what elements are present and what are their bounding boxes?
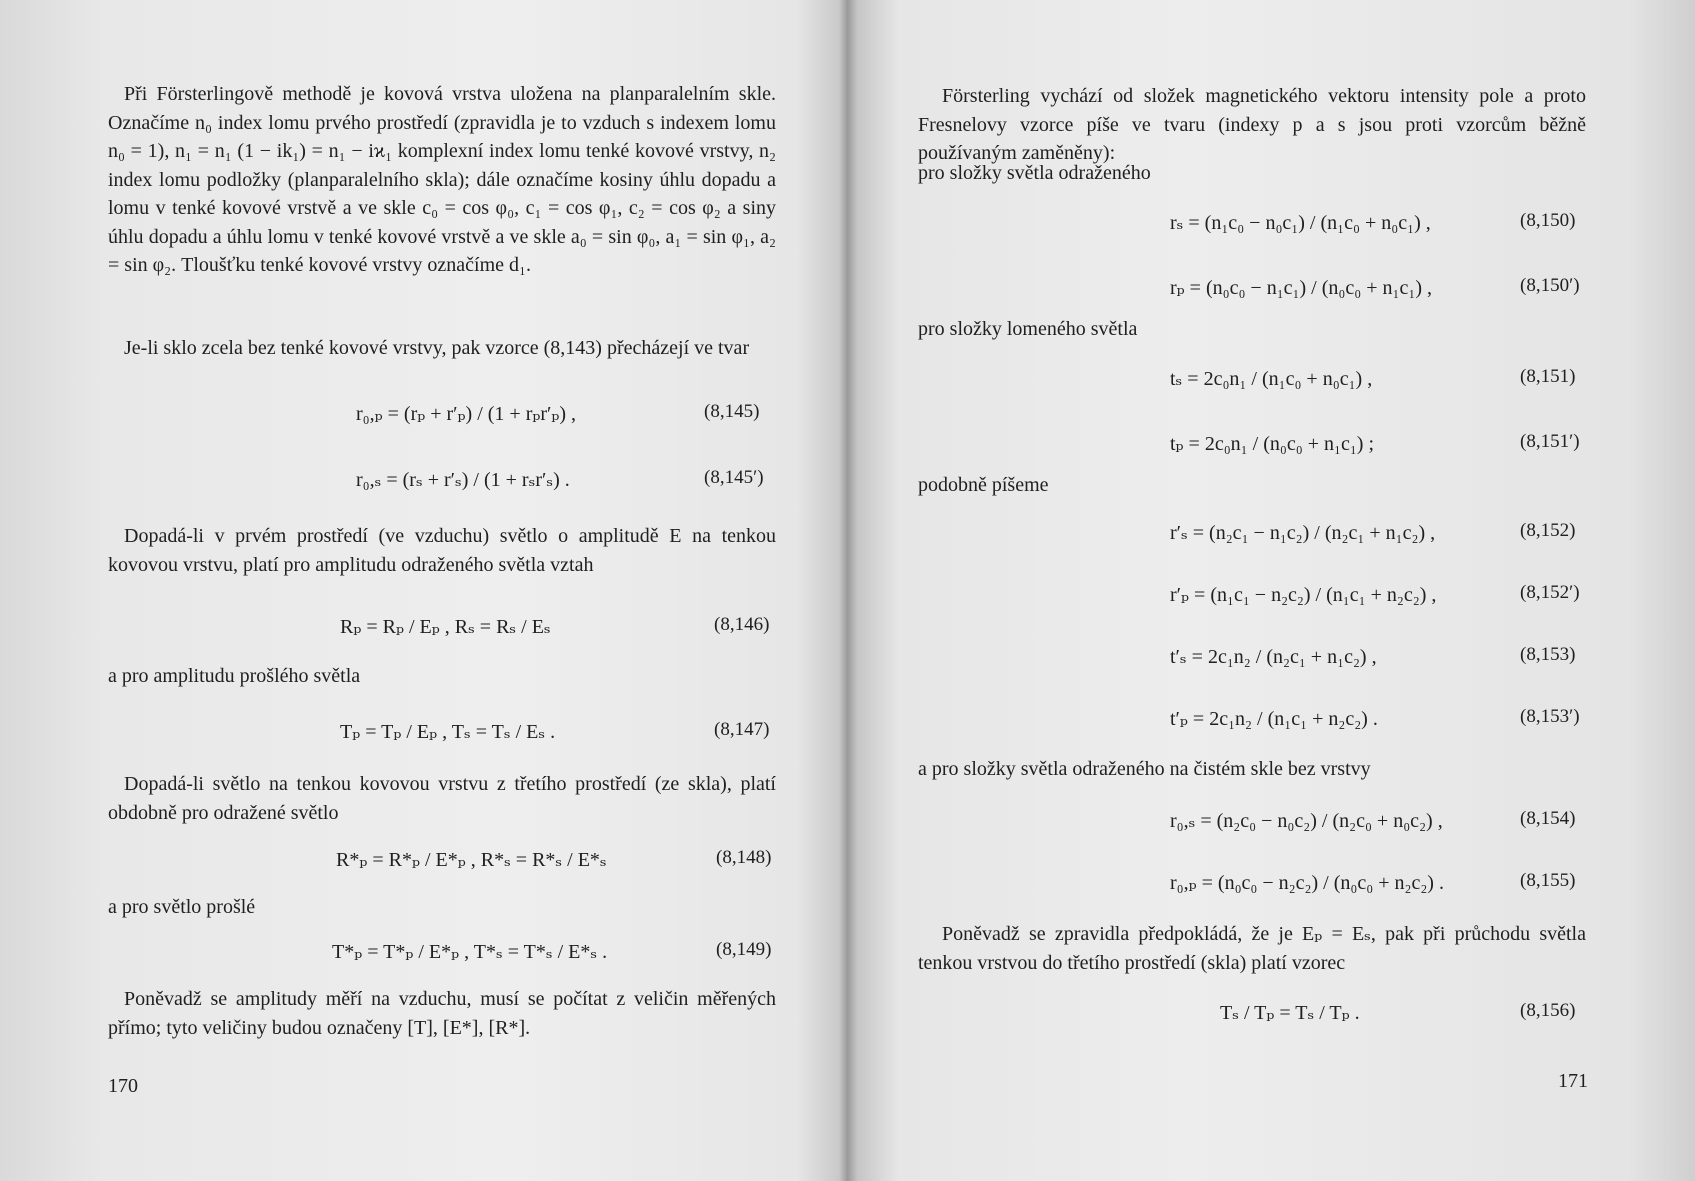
paragraph: Při Försterlingově methodě je kovová vrstva uložena na planparalelním skle. Označíme n₀ index lomu prvého prostředí (zpravidla je to vzduch s indexem lomu n₀ = 1), n₁ = n₁ (1 − ik₁) = n₁ − iϰ₁ komplexní index lomu tenké kovové vrstvy, n₂ index lomu podložky (planparalelního skla); dále označíme kosiny úhlu dopadu a lomu v tenké kovové vrstvě a ve skle c₀ = cos φ₀, c₁ = cos φ₁, c₂ = cos φ₂ a siny úhlu dopadu a úhlu lomu v tenké kovové vrstvě a ve skle a₀ = sin φ₀, a₁ = sin φ₁, a₂ = sin φ₂. Tloušťku tenké kovové vrstvy označíme d₁. [108,83,776,276]
equation: t′ₚ = 2c₁n₂ / (n₁c₁ + n₂c₂) . [1170,708,1378,730]
paragraph: Dopadá-li v prvém prostředí (ve vzduchu) světlo o amplitudě E na tenkou kovovou vrstvu, platí pro amplitudu odraženého světla vztah [108,525,776,576]
paragraph: Poněvadž se zpravidla předpokládá, že je Eₚ = Eₛ, pak při průchodu světla tenkou vrstvou do třetího prostředí (skla) platí vzorec [918,923,1586,974]
equation-number: (8,153) [1520,644,1576,665]
equation-number: (8,150) [1520,210,1576,231]
paragraph: Je-li sklo zcela bez tenké kovové vrstvy, pak vzorce (8,143) přecházejí ve tvar [124,337,750,359]
text-line: podobně píšeme [918,474,1049,496]
equation-number: (8,146) [714,614,770,635]
equation: r₀,ₛ = (rₛ + r′ₛ) / (1 + rₛr′ₛ) . [356,469,570,491]
equation: t′ₛ = 2c₁n₂ / (n₂c₁ + n₁c₂) , [1170,646,1377,668]
equation: tₛ = 2c₀n₁ / (n₁c₀ + n₀c₁) , [1170,368,1373,390]
equation-number: (8,147) [714,719,770,740]
text-line: a pro složky světla odraženého na čistém skle bez vrstvy [918,758,1371,780]
equation: r′ₚ = (n₁c₁ − n₂c₂) / (n₁c₁ + n₂c₂) , [1170,584,1437,606]
equation: Tₚ = Tₚ / Eₚ , Tₛ = Tₛ / Eₛ . [340,721,556,743]
equation-number: (8,153′) [1520,706,1580,727]
equation: tₚ = 2c₀n₁ / (n₀c₀ + n₁c₁) ; [1170,433,1375,455]
equation-number: (8,155) [1520,870,1576,891]
equation-number: (8,156) [1520,1000,1576,1021]
equation-number: (8,145) [704,401,760,422]
equation: Tₛ / Tₚ = Tₛ / Tₚ . [1220,1002,1360,1024]
equation-number: (8,152) [1520,520,1576,541]
equation-number: (8,151′) [1520,431,1580,452]
page-number: 171 [1558,1070,1588,1092]
equation: rₚ = (n₀c₀ − n₁c₁) / (n₀c₀ + n₁c₁) , [1170,277,1432,299]
paragraph: Dopadá-li světlo na tenkou kovovou vrstvu z třetího prostředí (ze skla), platí obdobně pro odražené světlo [108,773,776,824]
equation: r₀,ₚ = (rₚ + r′ₚ) / (1 + rₚr′ₚ) , [356,403,577,425]
equation-number: (8,152′) [1520,582,1580,603]
right-page [840,0,1695,1181]
text-line: a pro světlo prošlé [108,896,256,918]
equation-number: (8,145′) [704,467,764,488]
equation: r₀,ₛ = (n₂c₀ − n₀c₂) / (n₂c₀ + n₀c₂) , [1170,810,1443,832]
equation: rₛ = (n₁c₀ − n₀c₁) / (n₁c₀ + n₀c₁) , [1170,212,1431,234]
equation-number: (8,150′) [1520,275,1580,296]
equation-number: (8,154) [1520,808,1576,829]
text-line: pro složky světla odraženého [918,162,1151,184]
paragraph: Poněvadž se amplitudy měří na vzduchu, musí se počítat z veličin měřených přímo; tyto veličiny budou označeny [T], [E*], [R*]. [108,988,776,1039]
text-line: pro složky lomeného světla [918,318,1138,340]
equation: T*ₚ = T*ₚ / E*ₚ , T*ₛ = T*ₛ / E*ₛ . [332,941,608,963]
equation-number: (8,151) [1520,366,1576,387]
equation: R*ₚ = R*ₚ / E*ₚ , R*ₛ = R*ₛ / E*ₛ [336,849,607,871]
left-page [0,0,835,1181]
page-number: 170 [108,1075,138,1097]
equation-number: (8,149) [716,939,772,960]
equation: Rₚ = Rₚ / Eₚ , Rₛ = Rₛ / Eₛ [340,616,551,638]
equation: r₀,ₚ = (n₀c₀ − n₂c₂) / (n₀c₀ + n₂c₂) . [1170,872,1444,894]
equation: r′ₛ = (n₂c₁ − n₁c₂) / (n₂c₁ + n₁c₂) , [1170,522,1436,544]
paragraph: Försterling vychází od složek magnetického vektoru intensity pole a proto Fresnelovy vzorce píše ve tvaru (indexy p a s jsou proti vzorcům běžně používaným zaměněny): [918,85,1586,164]
text-line: a pro amplitudu prošlého světla [108,665,361,687]
equation-number: (8,148) [716,847,772,868]
